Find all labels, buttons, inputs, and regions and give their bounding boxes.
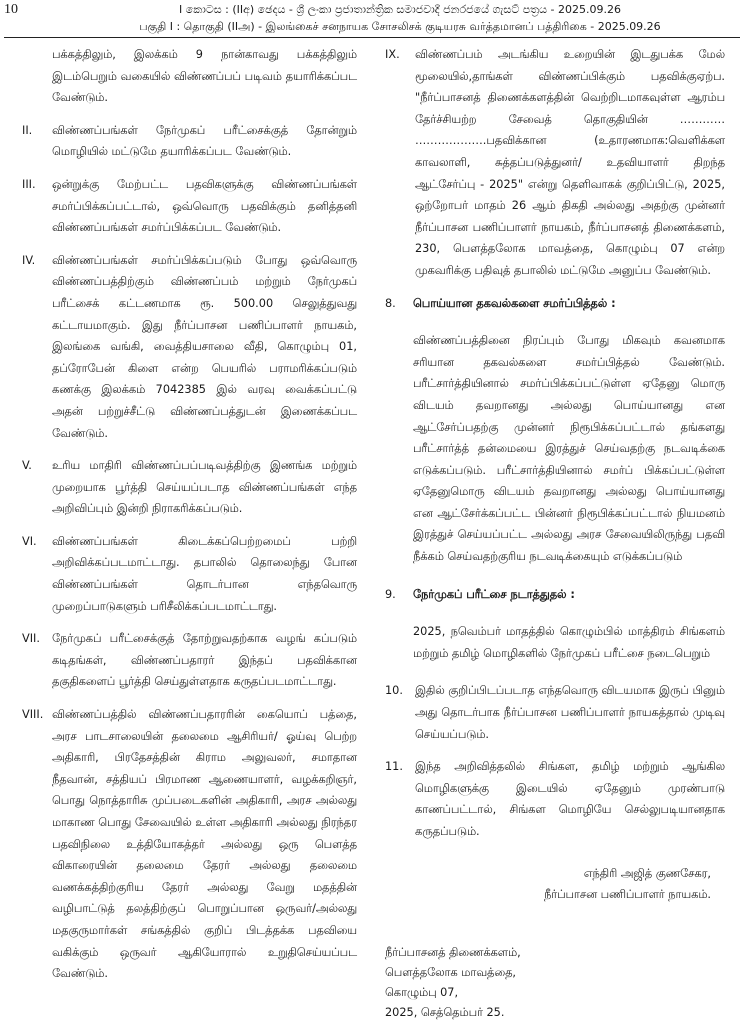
section-heading — [385, 584, 725, 606]
item-number: IX. — [385, 48, 400, 61]
address-line: நீர்ப்பாசனத் திணைக்களம், — [385, 946, 521, 959]
header-divider — [4, 37, 740, 38]
item-text: ஒன்றுக்கு மேற்பட்ட பதவிகளுக்கு விண்ணப்பங்கள் சமர்ப்பிக்கப்பட்டால், ஒவ்வொரு பதவிக்கும் தனித்தனி விண்ணப்பங்கள் சமர்ப்பிக்கப்பட வேண்டும். — [52, 177, 357, 235]
item-text: இதில் குறிப்பிடப்படாத எந்தவொரு விடயமாக இருப் பினும் அது தொடர்பாக நீர்ப்பாசன பணிப்பாளர் நாயகத்தால் முடிவு செய்யப்படும். — [415, 684, 725, 741]
item-text: விண்ணப்பத்தில் விண்ணப்பதாரரின் கையொப் பத்தை, அரச பாடசாலையின் தலைமை ஆசிரியர்/ ஓய்வு பெற்ற அதிகாரி, பிரதேசத்தின் கிராம அலுவலர், சமாதான நீதவான், சத்தியப் பிரமாண ஆணையாளர், வழக்கறிஞர், பொது நொத்தாரிசு முப்படைகளின் அதிகாரி, அரச அல்லது மாகாண பொது சேவையில் உள்ள அதிகாரி அல்லது நிரந்தர பதவிநிலை உத்தியோகத்தர் அல்லது ஒரு பௌத்த விகாரையின் தலைமை தேரர் அல்லது தலைமை வணக்கத்திற்குரிய தேரர் அல்லது வேறு மதத்தின் வழிபாட்டுத் தலத்திற்குப் பொறுப்பான ஒருவர்/அல்லது மதகுருமார்கள் சங்கத்தில் குறிப் பிடத்தக்க பதவியை வகிக்கும் ஒருவர் ஆகியோரால் உறுதிசெய்யப்பட வேண்டும். — [52, 708, 357, 981]
section-paragraph: 2025, நவெம்பர் மாதத்தில் கொழும்பில் மாத்திரம் சிங்களம் மற்றும் தமிழ் மொழிகளில் நேர்முகப் பரீட்சை நடைபெறும் — [413, 625, 725, 660]
item-text: விண்ணப்பங்கள் நேர்முகப் பரீட்சைக்குத் தோன்றும் மொழியில் மட்டுமே தயாரிக்கப்பட வேண்டும். — [52, 123, 357, 159]
list-item — [385, 44, 725, 282]
section-number: 8. — [385, 296, 396, 310]
header-sinhala-line: I කොටස : (IIඅ) ඡෙදය - ශ්‍රී ලංකා ප්‍රජාතාන්ත්‍රික සමාජවාදී ජනරජයේ ගැසට් පත්‍රය - 2025.09.26 — [179, 3, 621, 16]
section-paragraph: விண்ணப்பத்தினை நிரப்பும் போது மிகவும் கவனமாக சரியான தகவல்களை சமர்ப்பித்தல் வேண்டும். பரீட்சார்த்தியினால் சமர்ப்பிக்கப்பட்டுள்ள ஏதேனு மொரு விடயம் தவறானது அல்லது பொய்யானது என ஆட்சேர்ப்பதற்கு முன்னர் நிரூபிக்கப்பட்டால் தங்களது பரீட்சார்த்த் தன்மையை இரத்துச் செய்வதற்கு நடவடிக்கை எடுக்கப்படும். பரீட்சார்த்தியினால் சமர்ப் பிக்கப்பட்டுள்ள ஏதேனுமொரு விடயம் தவறானது அல்லது பொய்யானது என ஆட்சேர்க்கப்பட்ட பின்னர் நிரூபிக்கப்பட்டால் நியமனம் இரத்துச் செய்யப்பட்ட அல்லது அரச சேவையிலிருந்து பதவி நீக்கம் செய்வதற்குரிய நடவடிக்கையும் எடுக்கப்படும் — [413, 334, 725, 564]
list-item — [22, 628, 357, 693]
list-item — [385, 680, 725, 745]
item-number: IV. — [22, 253, 36, 267]
item-number: II. — [22, 123, 33, 137]
right-column — [385, 44, 725, 906]
continued-paragraph: பக்கத்திலும், இலக்கம் 9 நான்காவது பக்கத்திலும் இடம்பெறும் வகையில் விண்ணப்பப் படிவம் தயாரிக்கப்பட வேண்டும். — [52, 48, 357, 105]
item-text: விண்ணப்பங்கள் கிடைக்கப்பெற்றமைப் பற்றி அறிவிக்கப்படமாட்டாது. தபாலில் தொலைந்து போன விண்ணப்பங்கள் தொடர்பான எந்தவொரு முறைப்பாடுகளும் பரிசீலிக்கப்படமாட்டாது. — [52, 534, 357, 613]
section-number: 9. — [385, 587, 396, 601]
list-item — [22, 250, 357, 444]
item-number: VI. — [22, 534, 37, 548]
list-item — [22, 704, 357, 985]
address-line: பௌத்தலோக மாவத்தை, — [385, 966, 517, 979]
item-number: 11. — [385, 760, 403, 774]
signatory-title: நீர்ப்பாசன பணிப்பாளர் நாயகம். — [543, 888, 711, 902]
address-line: கொழும்பு 07, — [385, 986, 459, 999]
list-item — [22, 174, 357, 239]
page-number: 10 — [4, 2, 18, 17]
section-title: நேர்முகப் பரீட்சை நடாத்துதல் : — [413, 587, 575, 601]
item-text: இந்த அறிவித்தலில் சிங்கள, தமிழ் மற்றும் ஆங்கில மொழிகளுக்கு இடையில் ஏதேனும் முரண்பாடு காணப்பட்டால், சிங்கள மொழியே செல்லுபடியானதாக கருதப்படும். — [415, 760, 725, 838]
list-item — [22, 531, 357, 617]
list-item — [22, 120, 357, 163]
item-text: நேர்முகப் பரீட்சைக்குத் தோற்றுவதற்காக வழங் கப்படும் கடிதங்கள், விண்ணப்பதாரர் இந்தப் பதவிக்கான தகுதிகளைப் பூர்த்தி செய்துள்ளதாக கருதப்படமாட்டாது. — [52, 632, 357, 689]
header-tamil-line: பகுதி I : தொகுதி (IIஅ) - இலங்கைச் சனநாயக சோசலிசக் குடியரசு வர்த்தமானப் பத்திரிகை - 2025.09.26 — [139, 20, 661, 33]
item-number: V. — [22, 459, 32, 473]
signature-block — [385, 863, 725, 906]
item-number: VII. — [22, 632, 40, 646]
left-column — [22, 44, 357, 996]
list-item — [385, 756, 725, 842]
address-date: 2025, செத்தெம்பர் 25. — [385, 1006, 505, 1019]
item-number: III. — [22, 177, 36, 191]
item-text: உரிய மாதிரி விண்ணப்பப்படிவத்திற்கு இணங்க மற்றும் முறையாக பூர்த்தி செய்யப்படாத விண்ணப்பங்கள் எந்த அறிவிப்பும் இன்றி நிராகரிக்கப்படும். — [52, 459, 357, 516]
item-text: விண்ணப்பம் அடங்கிய உறையின் இடதுபக்க மேல் மூலையில்,தாங்கள் விண்ணப்பிக்கும் பதவிக்குஏற்ப. "நீர்ப்பாசனத் திணைக்களத்தின் வெற்றிடமாகவுள்ள ஆரம்ப தேர்ச்சியற்ற சேவைத் தொகுதியின் ………… ……………….பதவிக்கான (உதாரணமாக:வெளிக்கள காவலாளி, சுத்தப்படுத்துனர்/ உதவியாளர் திறந்த ஆட்சேர்ப்பு - 2025" என்று தெளிவாகக் குறிப்பிட்டு, 2025, ஒற்றோபர் மாதம் 26 ஆம் திகதி அல்லது அதற்கு முன்னர் நீர்ப்பாசன பணிப்பாளர் நாயகம், நீர்ப்பாசனத் திணைக்களம், 230, பௌத்தலோக மாவத்தை, கொழும்பு 07 என்ற முகவரிக்கு பதிவுத் தபாலில் மட்டுமே அனுப்ப வேண்டும். — [415, 48, 725, 277]
signatory-name: எந்திரி அஜித் குணசேகர, — [583, 866, 711, 880]
address-block — [385, 943, 521, 1023]
item-number: VIII. — [22, 708, 44, 722]
item-text: விண்ணப்பங்கள் சமர்ப்பிக்கப்படும் போது ஒவ்வொரு விண்ணப்பத்திற்கும் விண்ணப்பம் மற்றும் நேர்முகப் பரீட்சைக் கட்டணமாக ரூ. 500.00 செலுத்துவது கட்டாயமாகும். இது நீர்ப்பாசன பணிப்பாளர் நாயகம், இலங்கை வங்கி, வைத்தியசாலை வீதி, கொழும்பு 01, தப்ரோபேன் கிளை என்ற பெயரில் பராமரிக்கப்படும் கணக்கு இலக்கம் 7042385 இல் வரவு வைக்கப்பட்டு அதன் பற்றுச்சீட்டு விண்ணப்பத்துடன் இணைக்கப்பட வேண்டும். — [52, 253, 357, 440]
section-heading — [385, 293, 725, 315]
item-number: 10. — [385, 684, 403, 698]
page-header — [0, 0, 746, 40]
list-item — [22, 455, 357, 520]
section-title: பொய்யான தகவல்களை சமர்ப்பித்தல் : — [413, 296, 616, 310]
